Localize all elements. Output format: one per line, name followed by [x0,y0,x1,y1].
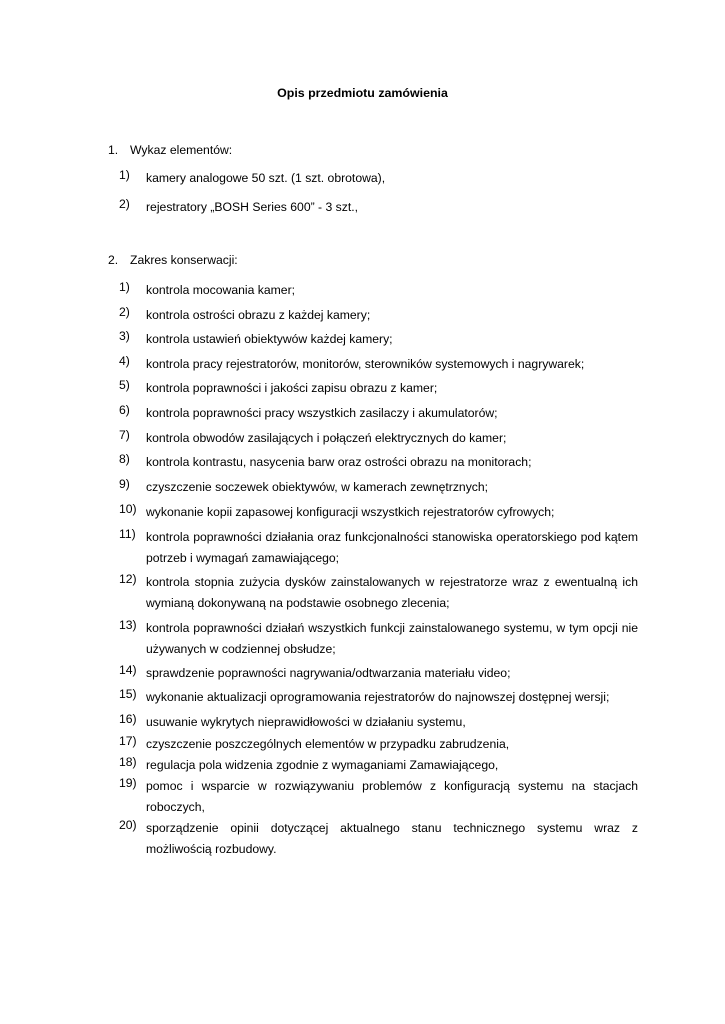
list-item-number: 2) [119,305,130,319]
list-item-text: kamery analogowe 50 szt. (1 szt. obrotowa), [146,171,386,185]
list-item-text: regulacja pola widzenia zgodnie z wymaganiami Zamawiającego, [146,758,499,772]
list-item [119,663,638,684]
document-title: Opis przedmiotu zamówienia [277,86,448,100]
section-number: 2. [108,253,119,267]
list-item [119,572,638,614]
list-item [119,502,638,523]
list-item-number: 19) [119,776,137,790]
list-item-text: kontrola ustawień obiektywów każdej kamery; [146,332,393,346]
list-item-number: 6) [119,403,130,417]
list-item-text: pomoc i wsparcie w rozwiązywaniu problemów z konfiguracją systemu na stacjach roboczych, [146,779,638,814]
list-item [119,197,638,218]
section-heading-text: Zakres konserwacji: [130,253,238,267]
list-item-number: 14) [119,663,137,677]
list-item-text: kontrola kontrastu, nasycenia barw oraz ostrości obrazu na monitorach; [146,455,532,469]
list-item-text: czyszczenie poszczególnych elementów w przypadku zabrudzenia, [146,737,510,751]
list-item-text: kontrola pracy rejestratorów, monitorów, sterowników systemowych i nagrywarek; [146,357,585,371]
list-item [119,305,638,326]
list-item-number: 12) [119,572,137,586]
list-item-number: 10) [119,502,137,516]
section-heading-text: Wykaz elementów: [130,143,233,157]
list-item-text: kontrola stopnia zużycia dysków zainstalowanych w rejestratorze wraz z ewentualną ich wymianą dokonywaną na podstawie osobnego zlecenia; [146,575,638,610]
list-item-number: 13) [119,618,137,632]
list-item-number: 5) [119,378,130,392]
list-item-number: 20) [119,818,137,832]
list-item [119,477,638,498]
list-item-text: kontrola poprawności działania oraz funkcjonalności stanowiska operatorskiego pod kątem potrzeb i wymagań zamawiającego; [146,530,638,565]
list-item [119,378,638,399]
list-item [119,428,638,449]
list-item-text: sprawdzenie poprawności nagrywania/odtwarzania materiału video; [146,666,511,680]
section-number: 1. [108,143,119,157]
list-item-number: 2) [119,197,130,211]
list-item-number: 18) [119,755,137,769]
list-item-number: 1) [119,280,130,294]
list-item [119,755,638,776]
list-item [119,712,638,733]
list-item-text: kontrola poprawności działań wszystkich funkcji zainstalowanego systemu, w tym opcji nie używanych w codziennej obsłudze; [146,621,638,656]
list-item [119,687,638,708]
list-item-number: 7) [119,428,130,442]
list-item-number: 1) [119,168,130,182]
list-item [119,329,638,350]
list-item [119,403,638,424]
list-item-number: 17) [119,734,137,748]
list-item-number: 9) [119,477,130,491]
list-item-text: rejestratory „BOSH Series 600” - 3 szt., [146,200,358,214]
list-item [119,168,638,189]
list-item [119,452,638,473]
list-item [119,527,638,569]
list-item-text: wykonanie kopii zapasowej konfiguracji wszystkich rejestratorów cyfrowych; [146,505,555,519]
list-item-text: sporządzenie opinii dotyczącej aktualnego stanu technicznego systemu wraz z możliwością rozbudowy. [146,821,638,856]
list-item-text: czyszczenie soczewek obiektywów, w kamerach zewnętrznych; [146,480,489,494]
list-item [119,618,638,660]
list-item [119,818,638,860]
list-item-text: kontrola poprawności i jakości zapisu obrazu z kamer; [146,381,438,395]
list-item-number: 8) [119,452,130,466]
list-item-number: 11) [119,527,136,541]
list-item-text: kontrola obwodów zasilających i połączeń elektrycznych do kamer; [146,431,507,445]
list-item-text: kontrola poprawności pracy wszystkich zasilaczy i akumulatorów; [146,406,498,420]
list-item [119,280,638,301]
list-item-number: 3) [119,329,130,343]
list-item-text: kontrola mocowania kamer; [146,283,296,297]
list-item [119,734,638,755]
list-item [119,354,638,375]
list-item-text: kontrola ostrości obrazu z każdej kamery; [146,308,371,322]
list-item-number: 16) [119,712,137,726]
list-item-number: 4) [119,354,130,368]
list-item-text: wykonanie aktualizacji oprogramowania rejestratorów do najnowszej dostępnej wersji; [146,690,610,704]
list-item-number: 15) [119,687,137,701]
list-item-text: usuwanie wykrytych nieprawidłowości w działaniu systemu, [146,715,466,729]
list-item [119,776,638,818]
